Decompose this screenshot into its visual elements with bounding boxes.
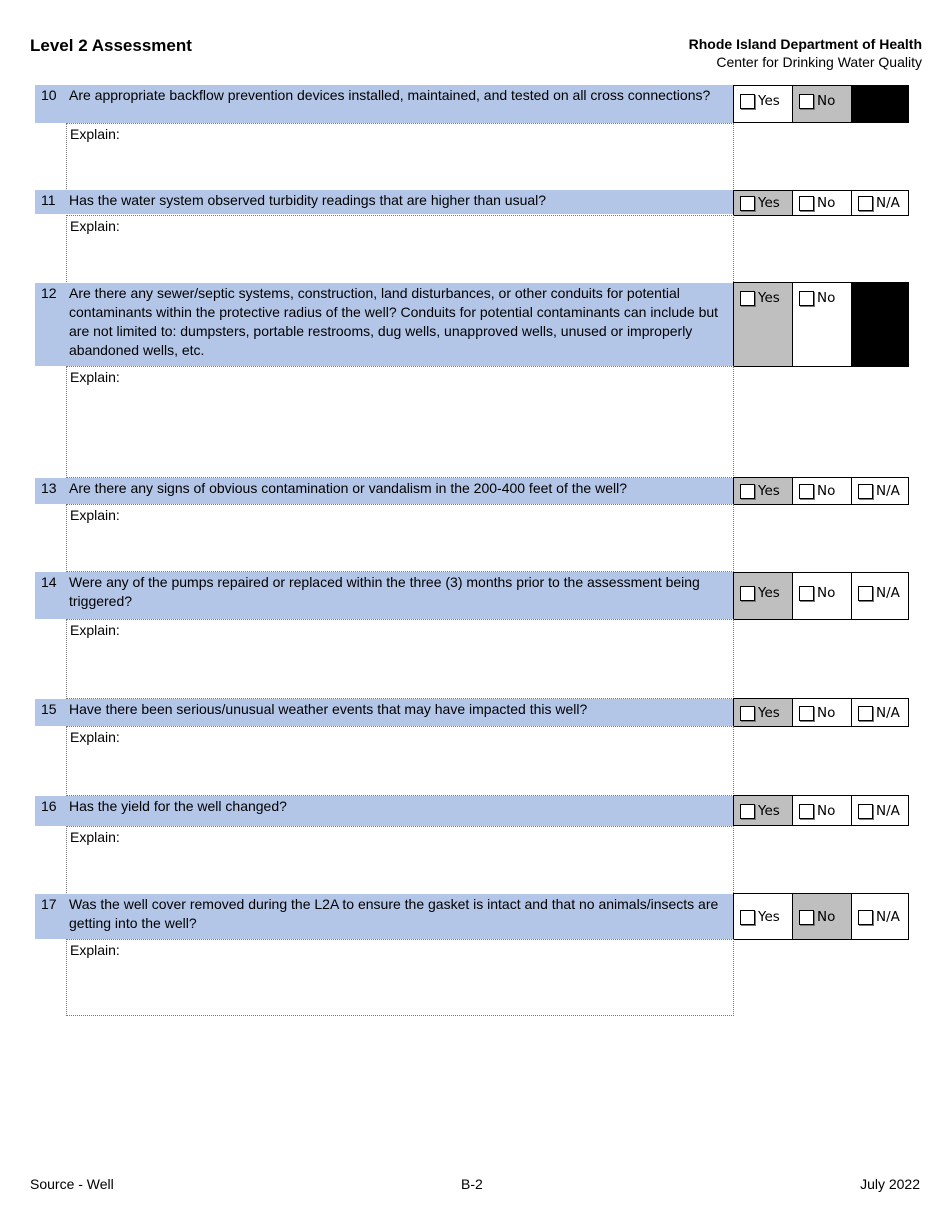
- checkbox-icon[interactable]: [740, 706, 755, 721]
- explain-label: Explain:: [70, 126, 120, 142]
- checkbox-icon[interactable]: [858, 484, 873, 499]
- option-yes[interactable]: [734, 191, 793, 215]
- explain-field-16[interactable]: [66, 826, 734, 895]
- question-number: 11: [41, 192, 56, 208]
- blocked-cell: [852, 86, 908, 122]
- question-row-16: [35, 796, 733, 826]
- option-label: N/A: [876, 585, 900, 601]
- option-label: Yes: [758, 908, 780, 925]
- option-label: No: [817, 803, 836, 819]
- option-yes[interactable]: [734, 894, 793, 939]
- checkbox-icon[interactable]: [799, 291, 814, 306]
- explain-label: Explain:: [70, 507, 120, 523]
- explain-label: Explain:: [70, 218, 120, 234]
- question-number: 16: [41, 798, 57, 814]
- option-label: No: [817, 908, 836, 925]
- option-label: Yes: [758, 483, 780, 499]
- explain-field-12[interactable]: [66, 366, 734, 478]
- option-no[interactable]: [793, 283, 852, 366]
- explain-field-17[interactable]: [66, 939, 734, 1016]
- explain-label: Explain:: [70, 829, 120, 845]
- checkbox-icon[interactable]: [740, 94, 755, 109]
- checkbox-icon[interactable]: [858, 910, 873, 925]
- option-label: N/A: [876, 704, 900, 721]
- option-label: Yes: [758, 195, 780, 211]
- question-text: Are there any signs of obvious contamination or vandalism in the 200-400 feet of the well?: [69, 480, 627, 496]
- option-label: No: [817, 704, 836, 721]
- checkbox-icon[interactable]: [740, 804, 755, 819]
- checkbox-icon[interactable]: [799, 706, 814, 721]
- explain-field-13[interactable]: [66, 504, 734, 572]
- option-no[interactable]: [793, 478, 852, 504]
- option-label: N/A: [876, 803, 900, 819]
- option-yes[interactable]: [734, 283, 793, 366]
- question-number: 12: [41, 285, 57, 301]
- option-yes[interactable]: [734, 699, 793, 726]
- answer-group-15: [733, 698, 909, 727]
- option-no[interactable]: [793, 191, 852, 215]
- blocked-cell: [852, 283, 908, 366]
- checkbox-icon[interactable]: [858, 196, 873, 211]
- option-na[interactable]: [852, 191, 908, 215]
- question-row-13: [35, 478, 733, 504]
- question-text: Have there been serious/unusual weather events that may have impacted this well?: [69, 701, 588, 717]
- checkbox-icon[interactable]: [799, 586, 814, 601]
- option-na[interactable]: [852, 478, 908, 504]
- option-label: No: [817, 483, 836, 499]
- question-number: 17: [41, 896, 57, 912]
- explain-label: Explain:: [70, 942, 120, 958]
- option-na[interactable]: [852, 699, 908, 726]
- option-na[interactable]: [852, 573, 908, 619]
- footer-date: July 2022: [860, 1176, 920, 1192]
- explain-field-15[interactable]: [66, 726, 734, 796]
- option-label: N/A: [876, 195, 900, 211]
- answer-group-11: [733, 190, 909, 216]
- checkbox-icon[interactable]: [799, 910, 814, 925]
- option-no[interactable]: [793, 86, 852, 122]
- question-row-10: [35, 85, 733, 123]
- organization-name: Rhode Island Department of Health: [688, 36, 922, 52]
- explain-field-14[interactable]: [66, 619, 734, 699]
- question-text: Are there any sewer/septic systems, construction, land disturbances, or other conduits for potential contaminants within the protective radius of the well? Conduits for potential contaminants can include but are not limited to: dumpsters, portable restrooms, dug wells, unapproved wells, unused or improperly abandoned wells, etc.: [69, 285, 719, 358]
- option-no[interactable]: [793, 699, 852, 726]
- checkbox-icon[interactable]: [740, 196, 755, 211]
- option-no[interactable]: [793, 796, 852, 825]
- option-na[interactable]: [852, 894, 908, 939]
- question-row-12: [35, 283, 733, 366]
- option-label: No: [817, 93, 836, 109]
- option-na[interactable]: [852, 796, 908, 825]
- question-text: Was the well cover removed during the L2A to ensure the gasket is intact and that no animals/insects are getting into the well?: [69, 896, 719, 931]
- answer-group-13: [733, 477, 909, 505]
- question-text: Has the yield for the well changed?: [69, 798, 287, 814]
- option-no[interactable]: [793, 573, 852, 619]
- checkbox-icon[interactable]: [799, 484, 814, 499]
- option-label: No: [817, 290, 836, 306]
- checkbox-icon[interactable]: [858, 804, 873, 819]
- question-row-11: [35, 190, 733, 214]
- question-text: Has the water system observed turbidity readings that are higher than usual?: [69, 192, 547, 208]
- explain-field-10[interactable]: [66, 123, 734, 191]
- question-number: 15: [41, 701, 57, 717]
- footer-section: Source - Well: [30, 1176, 114, 1192]
- question-text: Are appropriate backflow prevention devices installed, maintained, and tested on all cross connections?: [69, 87, 711, 103]
- option-yes[interactable]: [734, 86, 793, 122]
- answer-group-12: [733, 282, 909, 367]
- explain-label: Explain:: [70, 622, 120, 638]
- checkbox-icon[interactable]: [740, 910, 755, 925]
- answer-group-10: [733, 85, 909, 123]
- option-no[interactable]: [793, 894, 852, 939]
- organization-block: [689, 35, 922, 71]
- question-number: 14: [41, 574, 57, 590]
- checkbox-icon[interactable]: [740, 484, 755, 499]
- checkbox-icon[interactable]: [799, 94, 814, 109]
- explain-label: Explain:: [70, 369, 120, 385]
- answer-group-16: [733, 795, 909, 826]
- question-number: 13: [41, 480, 57, 496]
- question-row-17: [35, 894, 733, 939]
- question-row-14: [35, 572, 733, 619]
- checkbox-icon[interactable]: [799, 804, 814, 819]
- checkbox-icon[interactable]: [858, 706, 873, 721]
- option-yes[interactable]: [734, 796, 793, 825]
- explain-label: Explain:: [70, 729, 120, 745]
- checkbox-icon[interactable]: [858, 586, 873, 601]
- question-row-15: [35, 699, 733, 726]
- page-title: Level 2 Assessment: [30, 36, 192, 55]
- option-yes[interactable]: [734, 478, 793, 504]
- option-label: N/A: [876, 908, 900, 925]
- option-label: Yes: [758, 93, 780, 109]
- checkbox-icon[interactable]: [740, 291, 755, 306]
- option-label: No: [817, 195, 836, 211]
- explain-field-11[interactable]: [66, 215, 734, 284]
- answer-group-17: [733, 893, 909, 940]
- question-number: 10: [41, 87, 57, 103]
- option-label: Yes: [758, 585, 780, 601]
- checkbox-icon[interactable]: [740, 586, 755, 601]
- question-text: Were any of the pumps repaired or replaced within the three (3) months prior to the assessment being triggered?: [69, 574, 700, 609]
- option-label: No: [817, 585, 836, 601]
- answer-group-14: [733, 572, 909, 620]
- option-label: Yes: [758, 290, 780, 306]
- option-yes[interactable]: [734, 573, 793, 619]
- option-label: N/A: [876, 483, 900, 499]
- department-name: Center for Drinking Water Quality: [716, 54, 922, 70]
- checkbox-icon[interactable]: [799, 196, 814, 211]
- option-label: Yes: [758, 803, 780, 819]
- footer-page-number: B-2: [461, 1176, 483, 1192]
- option-label: Yes: [758, 704, 780, 721]
